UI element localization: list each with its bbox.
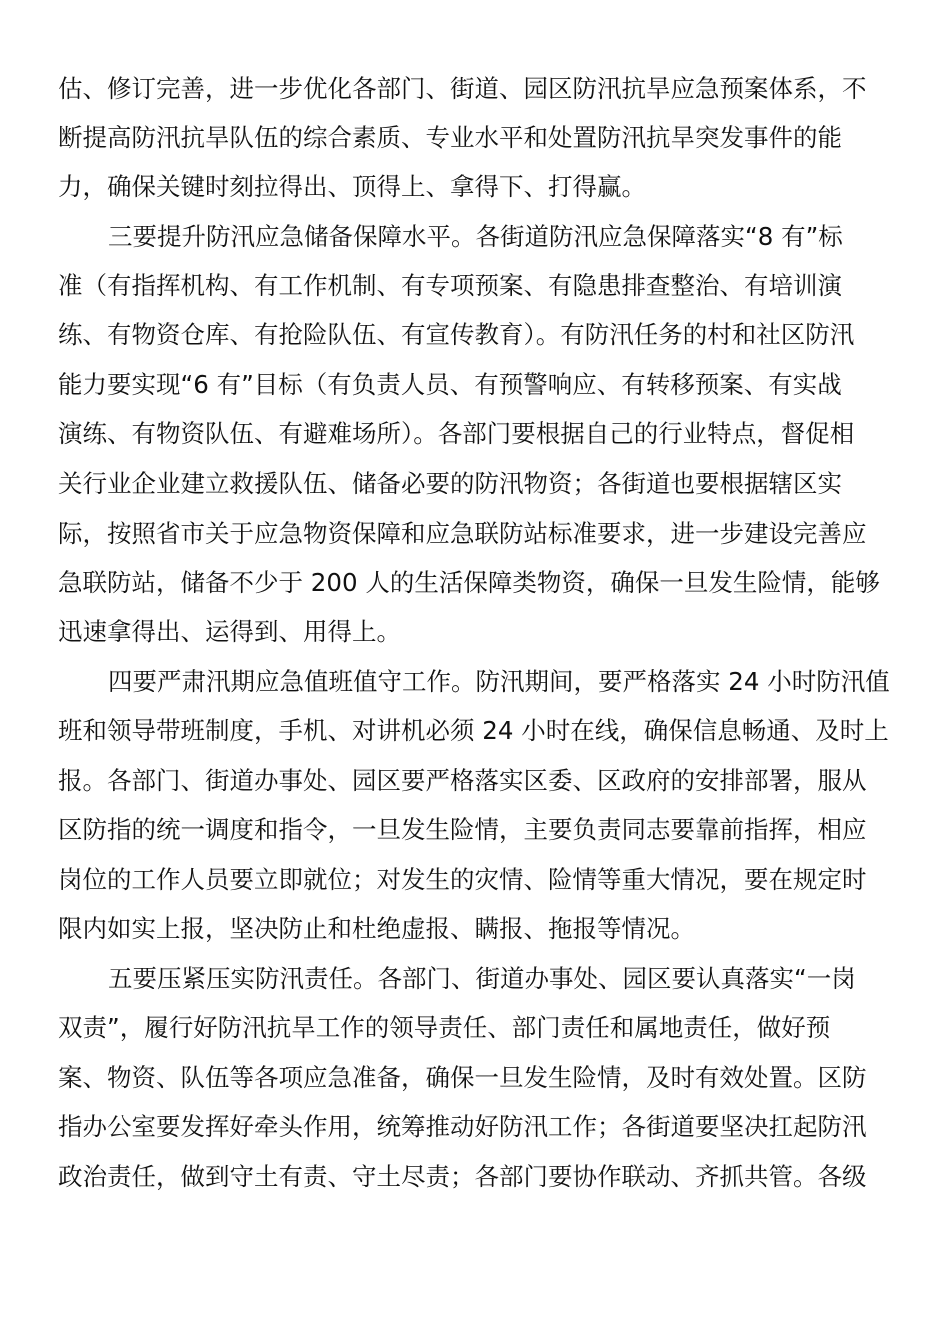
- text-line: 双责”，履行好防汛抗旱工作的领导责任、部门责任和属地责任，做好预: [58, 1013, 831, 1042]
- paragraph-start-line: 五要压紧压实防汛责任。各部门、街道办事处、园区要认真落实“一岗: [108, 964, 856, 993]
- text-line: 政治责任，做到守土有责、守土尽责；各部门要协作联动、齐抓共管。各级: [58, 1162, 867, 1191]
- text-line: 能力要实现“6 有”目标（有负责人员、有预警响应、有转移预案、有实战: [58, 370, 842, 399]
- text-line: 指办公室要发挥好牵头作用，统筹推动好防汛工作；各街道要坚决扛起防汛: [58, 1112, 867, 1141]
- text-line: 演练、有物资队伍、有避难场所）。各部门要根据自己的行业特点，督促相: [58, 419, 855, 448]
- text-line: 急联防站，储备不少于 200 人的生活保障类物资，确保一旦发生险情，能够: [58, 568, 880, 597]
- text-line: 限内如实上报，坚决防止和杜绝虚报、瞒报、拖报等情况。: [58, 914, 695, 943]
- text-line: 迅速拿得出、运得到、用得上。: [58, 617, 401, 646]
- text-line: 报。各部门、街道办事处、园区要严格落实区委、区政府的安排部署，服从: [58, 766, 867, 795]
- text-line: 准（有指挥机构、有工作机制、有专项预案、有隐患排查整治、有培训演: [58, 271, 842, 300]
- text-line: 区防指的统一调度和指令，一旦发生险情，主要负责同志要靠前指挥，相应: [58, 815, 867, 844]
- paragraph-start-line: 三要提升防汛应急储备保障水平。各街道防汛应急保障落实“8 有”标: [108, 222, 843, 251]
- text-line: 力，确保关键时刻拉得出、顶得上、拿得下、打得赢。: [58, 172, 646, 201]
- text-line: 际，按照省市关于应急物资保障和应急联防站标准要求，进一步建设完善应: [58, 519, 867, 548]
- text-line: 班和领导带班制度，手机、对讲机必须 24 小时在线，确保信息畅通、及时上: [58, 716, 889, 745]
- text-line: 练、有物资仓库、有抢险队伍、有宣传教育）。有防汛任务的村和社区防汛: [58, 320, 855, 349]
- text-line: 关行业企业建立救援队伍、储备必要的防汛物资；各街道也要根据辖区实: [58, 469, 842, 498]
- text-line: 估、修订完善，进一步优化各部门、街道、园区防汛抗旱应急预案体系，不: [58, 74, 867, 103]
- text-line: 断提高防汛抗旱队伍的综合素质、专业水平和处置防汛抗旱突发事件的能: [58, 123, 842, 152]
- text-line: 岗位的工作人员要立即就位；对发生的灾情、险情等重大情况，要在规定时: [58, 865, 867, 894]
- paragraph-start-line: 四要严肃汛期应急值班值守工作。防汛期间，要严格落实 24 小时防汛值: [108, 667, 890, 696]
- text-line: 案、物资、队伍等各项应急准备，确保一旦发生险情，及时有效处置。区防: [58, 1063, 867, 1092]
